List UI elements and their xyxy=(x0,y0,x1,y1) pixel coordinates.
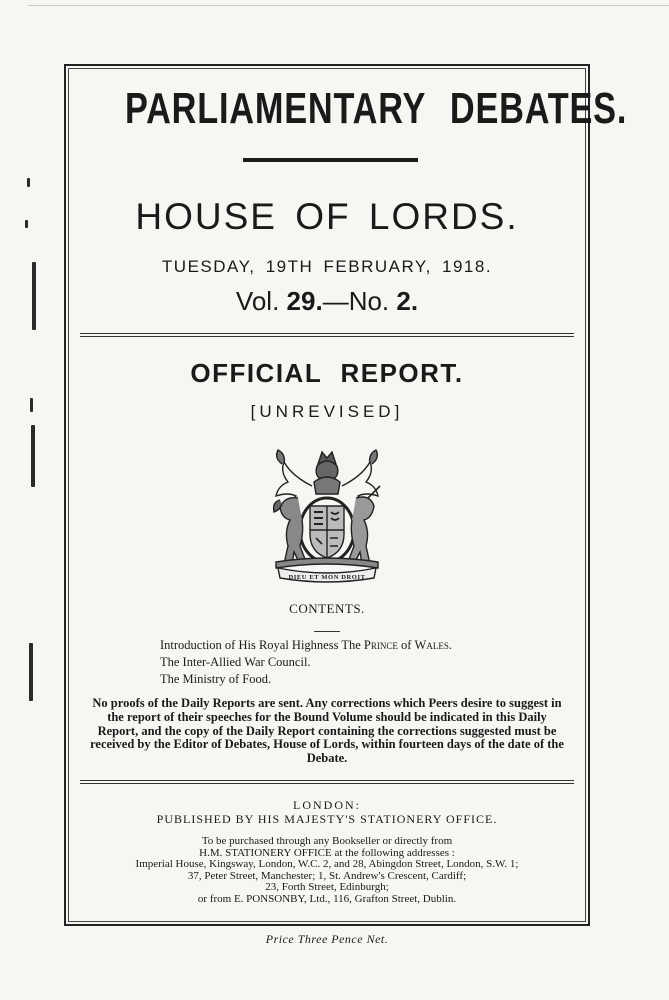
imprint-divider xyxy=(80,780,574,784)
purchase-line: Imperial House, Kingsway, London, W.C. 2, and 28, Abingdon Street, London, S.W. 1; xyxy=(135,858,519,871)
purchase-line: To be purchased through any Bookseller or directly from xyxy=(201,835,453,847)
volume-number xyxy=(68,286,586,317)
margin-scan-mark xyxy=(27,178,30,187)
report-title: OFFICIAL REPORT. xyxy=(190,358,464,388)
purchase-line: 37, Peter Street, Manchester; 1, St. Andrew's Crescent, Cardiff; xyxy=(187,869,467,882)
contents-heading: CONTENTS. xyxy=(289,601,365,616)
contents-item: The Inter-Allied War Council. xyxy=(160,655,311,669)
margin-scan-mark xyxy=(29,643,33,701)
margin-scan-mark xyxy=(30,398,33,412)
imprint-publisher: PUBLISHED BY HIS MAJESTY'S STATIONERY OFFICE. xyxy=(156,812,498,826)
price-line: Price Three Pence Net. xyxy=(265,932,389,946)
house-heading: HOUSE OF LORDS. xyxy=(135,196,519,237)
purchase-line: H.M. STATIONERY OFFICE at the following addresses : xyxy=(199,846,455,859)
issue-value: 2. xyxy=(396,286,419,316)
purchase-line: 23, Forth Street, Edinburgh; xyxy=(265,881,389,894)
contents-rule xyxy=(314,631,340,632)
purchase-line: or from E. PONSONBY, Ltd., 116, Grafton Street, Dublin. xyxy=(197,892,457,905)
margin-scan-mark xyxy=(25,220,28,228)
margin-scan-mark xyxy=(31,425,35,487)
crest-motto: DIEU ET MON DROIT xyxy=(288,574,366,581)
title-rule xyxy=(243,158,418,162)
volume-separator: —No. xyxy=(322,286,390,316)
contents-item: The Ministry of Food. xyxy=(160,672,272,686)
report-status: [UNREVISED] xyxy=(250,402,404,421)
scan-edge-line xyxy=(28,5,669,6)
imprint-city: LONDON: xyxy=(293,798,361,812)
volume-value: 29. xyxy=(286,286,323,316)
purchase-addresses xyxy=(70,836,584,906)
margin-scan-mark xyxy=(32,262,36,330)
section-divider xyxy=(80,333,574,337)
contents-list xyxy=(160,637,452,688)
publication-title: PARLIAMENTARY DEBATES. xyxy=(124,84,628,133)
royal-coat-of-arms-icon xyxy=(262,442,392,584)
volume-prefix: Vol. xyxy=(235,286,280,316)
corrections-notice: No proofs of the Daily Reports are sent. Any corrections which Peers desire to suggest in the report of their speeches for the Bound Volume should be indicated in this Daily Report, and the copy of the Daily Report containing the corrections suggested must be received by the Editor of Debates, House of Lords, within fourteen days of the date of the Debate. xyxy=(90,696,564,766)
contents-item: Introduction of His Royal Highness The Prince of Wales. xyxy=(160,638,452,652)
session-date: TUESDAY, 19TH FEBRUARY, 1918. xyxy=(161,257,493,276)
